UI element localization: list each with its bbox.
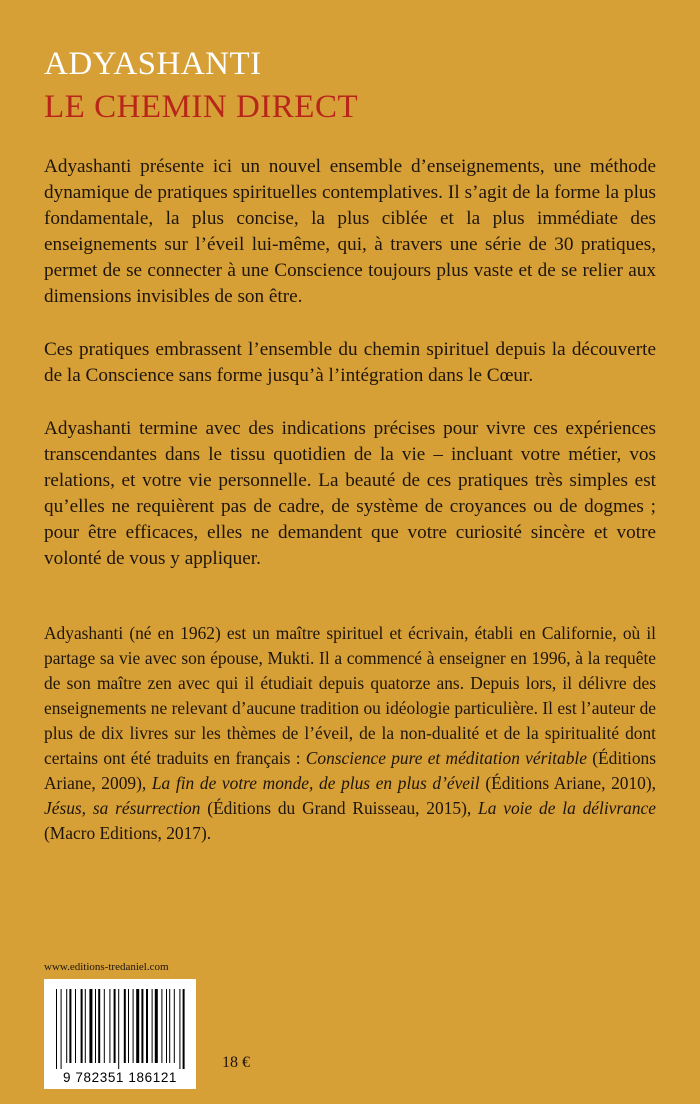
- barcode-bar: [169, 989, 170, 1063]
- barcode-bar: [133, 989, 134, 1063]
- isbn-number: 9 782351 186121: [62, 1070, 178, 1085]
- barcode-bar: [166, 989, 167, 1063]
- barcode-bar: [183, 989, 185, 1069]
- publisher-website: www.editions-tredaniel.com: [44, 961, 169, 973]
- barcode-bar: [95, 989, 96, 1063]
- bio-intro: Adyashanti (né en 1962) est un maître spirituel et écrivain, établi en Californie, où il partage sa vie avec son épouse, Mukti. Il a commencé à enseigner en 1996, à la requête de son maître zen avec qui il étudiait depuis quatorze ans. Depuis lors, il délivre des enseignements ne relevant d’aucune tradition ou idéologie particulière. Il est l’auteur de plus de dix livres sur les thèmes de l’éveil, de la non-dualité et de la spiritualité dont certains ont été traduits en français :: [44, 623, 656, 768]
- barcode: [44, 979, 196, 1089]
- price: 18 €: [222, 1054, 250, 1071]
- description-paragraph-2: Ces pratiques embrassent l’ensemble du chemin spirituel depuis la découverte de la Conscience sans forme jusqu’à l’intégration dans le Cœur.: [44, 339, 656, 386]
- book-publisher-1: (Éditions Ariane, 2009),: [44, 748, 656, 793]
- barcode-bar: [179, 989, 180, 1069]
- barcode-bar: [109, 989, 110, 1063]
- barcode-bar: [98, 989, 100, 1063]
- barcode-bar: [136, 989, 139, 1063]
- barcode-bar: [61, 989, 62, 1069]
- barcode-bar: [152, 989, 153, 1063]
- barcode-bar: [104, 989, 105, 1063]
- barcode-bar: [155, 989, 158, 1063]
- barcode-bar: [114, 989, 116, 1063]
- description-paragraph-1: Adyashanti présente ici un nouvel ensemble d’enseignements, une méthode dynamique de pratiques spirituelles contemplatives. Il s’agit de la forme la plus fondamentale, la plus concise, la plus ciblée et la plus immédiate des enseignements sur l’éveil lui-même, qui, à travers une série de 30 pratiques, permet de se connecter à une Conscience toujours plus vaste et de se relier aux dimensions invisibles de son être.: [44, 156, 656, 307]
- barcode-bar: [124, 989, 126, 1063]
- barcode-bar: [174, 989, 175, 1063]
- barcode-bar: [161, 989, 162, 1063]
- barcode-bar: [66, 989, 67, 1063]
- barcode-bar: [141, 989, 143, 1063]
- barcode-bar: [56, 989, 57, 1069]
- barcode-bars: [56, 989, 185, 1069]
- barcode-bar: [85, 989, 86, 1063]
- description-paragraph-3: Adyashanti termine avec des indications précises pour vivre ces expériences transcendantes dans le tissu quotidien de la vie – incluant votre métier, vos relations, et votre vie personnelle. La beauté de ces pratiques très simples est qu’elles ne requièrent pas de cadre, de système de croyances ou de dogmes ; pour être efficaces, elles ne demandent que votre curiosité sincère et votre volonté de vous y appliquer.: [44, 418, 656, 569]
- barcode-bar: [128, 989, 129, 1063]
- barcode-bar: [81, 989, 83, 1063]
- barcode-graphic: [44, 979, 196, 1089]
- book-publisher-2: (Éditions Ariane, 2010),: [479, 773, 657, 793]
- book-publisher-3: (Éditions du Grand Ruisseau, 2015),: [200, 798, 479, 818]
- book-publisher-4: (Macro Editions, 2017).: [44, 823, 212, 843]
- barcode-bar: [146, 989, 148, 1063]
- book-title-1: Conscience pure et méditation véritable: [305, 748, 587, 768]
- book-title-3: Jésus, sa résurrection: [44, 798, 201, 818]
- barcode-bar: [75, 989, 76, 1063]
- book-title: LE CHEMIN DIRECT: [44, 89, 359, 125]
- book-title-2: La fin de votre monde, de plus en plus d’éveil: [151, 773, 480, 793]
- barcode-bar: [69, 989, 71, 1063]
- barcode-bar: [89, 989, 92, 1063]
- author-name: ADYASHANTI: [44, 46, 262, 82]
- barcode-bar: [118, 989, 119, 1069]
- author-bio: [44, 621, 656, 846]
- book-title-4: La voie de la délivrance: [478, 798, 656, 818]
